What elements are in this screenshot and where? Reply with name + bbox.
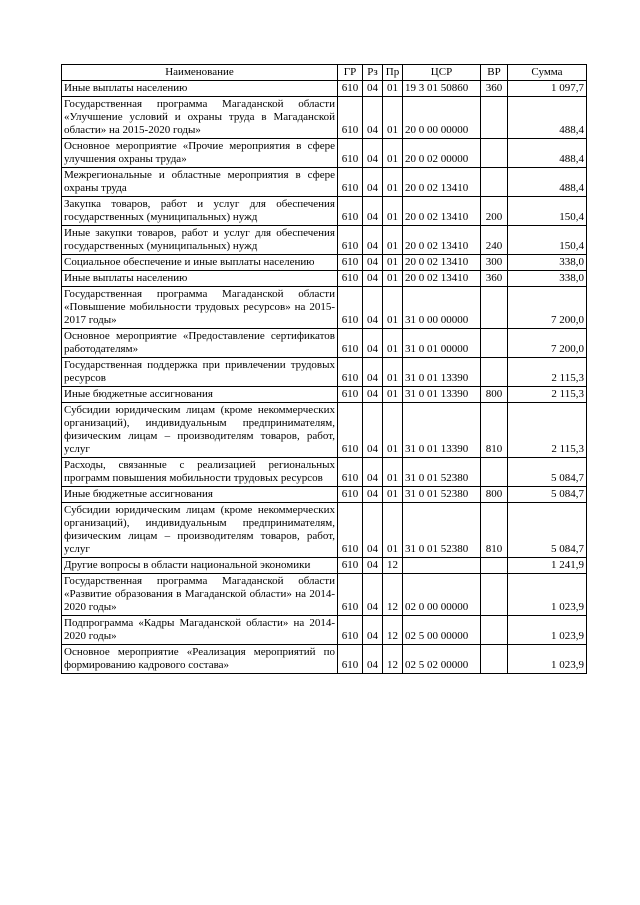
cell-rz: 04 bbox=[363, 574, 383, 616]
cell-vr bbox=[481, 97, 508, 139]
cell-vr bbox=[481, 616, 508, 645]
cell-vr: 240 bbox=[481, 226, 508, 255]
cell-rz: 04 bbox=[363, 503, 383, 558]
budget-table bbox=[61, 64, 587, 674]
table-row bbox=[62, 574, 587, 616]
table-row bbox=[62, 271, 587, 287]
cell-pr: 12 bbox=[383, 616, 403, 645]
table-row bbox=[62, 558, 587, 574]
cell-vr bbox=[481, 139, 508, 168]
cell-vr bbox=[481, 168, 508, 197]
cell-name: Субсидии юридическим лицам (кроме некоммерческих организаций), индивидуальным предпринимателям, физическим лицам – производителям товаров, работ, услуг bbox=[62, 503, 338, 558]
cell-vr: 360 bbox=[481, 271, 508, 287]
cell-vr: 200 bbox=[481, 197, 508, 226]
table-row bbox=[62, 403, 587, 458]
cell-vr bbox=[481, 558, 508, 574]
cell-csr: 20 0 02 13410 bbox=[403, 197, 481, 226]
table-row bbox=[62, 387, 587, 403]
cell-csr: 31 0 01 00000 bbox=[403, 329, 481, 358]
cell-rz: 04 bbox=[363, 197, 383, 226]
cell-pr: 01 bbox=[383, 458, 403, 487]
cell-gr: 610 bbox=[338, 645, 363, 674]
cell-sum: 338,0 bbox=[508, 255, 587, 271]
cell-gr: 610 bbox=[338, 226, 363, 255]
cell-rz: 04 bbox=[363, 458, 383, 487]
cell-name: Подпрограмма «Кадры Магаданской области» на 2014-2020 годы» bbox=[62, 616, 338, 645]
cell-pr: 01 bbox=[383, 287, 403, 329]
cell-rz: 04 bbox=[363, 97, 383, 139]
cell-sum: 2 115,3 bbox=[508, 358, 587, 387]
cell-gr: 610 bbox=[338, 387, 363, 403]
cell-rz: 04 bbox=[363, 403, 383, 458]
cell-csr: 20 0 02 00000 bbox=[403, 139, 481, 168]
table-row bbox=[62, 645, 587, 674]
cell-vr: 810 bbox=[481, 503, 508, 558]
cell-pr: 01 bbox=[383, 358, 403, 387]
table-row bbox=[62, 226, 587, 255]
cell-gr: 610 bbox=[338, 168, 363, 197]
cell-gr: 610 bbox=[338, 403, 363, 458]
header-sum: Сумма bbox=[508, 65, 587, 81]
cell-vr: 800 bbox=[481, 487, 508, 503]
cell-pr: 01 bbox=[383, 139, 403, 168]
cell-gr: 610 bbox=[338, 329, 363, 358]
cell-rz: 04 bbox=[363, 645, 383, 674]
cell-sum: 488,4 bbox=[508, 97, 587, 139]
header-rz: Рз bbox=[363, 65, 383, 81]
cell-csr: 31 0 01 52380 bbox=[403, 458, 481, 487]
cell-sum: 2 115,3 bbox=[508, 403, 587, 458]
cell-sum: 1 023,9 bbox=[508, 645, 587, 674]
cell-gr: 610 bbox=[338, 271, 363, 287]
cell-csr: 02 5 00 00000 bbox=[403, 616, 481, 645]
cell-name: Субсидии юридическим лицам (кроме некоммерческих организаций), индивидуальным предпринимателям, физическим лицам – производителям товаров, работ, услуг bbox=[62, 403, 338, 458]
cell-gr: 610 bbox=[338, 197, 363, 226]
cell-rz: 04 bbox=[363, 329, 383, 358]
cell-gr: 610 bbox=[338, 139, 363, 168]
cell-rz: 04 bbox=[363, 487, 383, 503]
cell-rz: 04 bbox=[363, 81, 383, 97]
cell-csr: 31 0 01 13390 bbox=[403, 358, 481, 387]
cell-pr: 01 bbox=[383, 97, 403, 139]
cell-vr bbox=[481, 645, 508, 674]
cell-rz: 04 bbox=[363, 387, 383, 403]
cell-name: Закупка товаров, работ и услуг для обеспечения государственных (муниципальных) нужд bbox=[62, 197, 338, 226]
cell-name: Государственная поддержка при привлечении трудовых ресурсов bbox=[62, 358, 338, 387]
cell-sum: 1 023,9 bbox=[508, 616, 587, 645]
cell-pr: 01 bbox=[383, 387, 403, 403]
table-row bbox=[62, 81, 587, 97]
table-row bbox=[62, 503, 587, 558]
cell-name: Иные выплаты населению bbox=[62, 81, 338, 97]
table-row bbox=[62, 616, 587, 645]
table-row bbox=[62, 458, 587, 487]
cell-pr: 01 bbox=[383, 226, 403, 255]
cell-csr: 31 0 01 52380 bbox=[403, 487, 481, 503]
cell-csr: 20 0 00 00000 bbox=[403, 97, 481, 139]
cell-sum: 1 241,9 bbox=[508, 558, 587, 574]
cell-sum: 1 097,7 bbox=[508, 81, 587, 97]
cell-vr bbox=[481, 574, 508, 616]
cell-rz: 04 bbox=[363, 255, 383, 271]
cell-name: Иные бюджетные ассигнования bbox=[62, 487, 338, 503]
header-pr: Пр bbox=[383, 65, 403, 81]
table-header-row bbox=[62, 65, 587, 81]
table-row bbox=[62, 329, 587, 358]
cell-sum: 5 084,7 bbox=[508, 503, 587, 558]
table-row bbox=[62, 197, 587, 226]
table-row bbox=[62, 358, 587, 387]
cell-vr bbox=[481, 458, 508, 487]
cell-gr: 610 bbox=[338, 287, 363, 329]
cell-vr bbox=[481, 287, 508, 329]
cell-sum: 7 200,0 bbox=[508, 329, 587, 358]
cell-gr: 610 bbox=[338, 97, 363, 139]
cell-vr bbox=[481, 358, 508, 387]
cell-name: Государственная программа Магаданской области «Улучшение условий и охраны труда в Магаданской области» на 2015-2020 годы» bbox=[62, 97, 338, 139]
table-row bbox=[62, 287, 587, 329]
cell-gr: 610 bbox=[338, 558, 363, 574]
cell-sum: 150,4 bbox=[508, 197, 587, 226]
header-csr: ЦСР bbox=[403, 65, 481, 81]
table-row bbox=[62, 255, 587, 271]
cell-pr: 01 bbox=[383, 197, 403, 226]
cell-pr: 12 bbox=[383, 645, 403, 674]
cell-csr: 20 0 02 13410 bbox=[403, 255, 481, 271]
cell-vr bbox=[481, 329, 508, 358]
header-vr: ВР bbox=[481, 65, 508, 81]
cell-csr: 20 0 02 13410 bbox=[403, 226, 481, 255]
cell-sum: 338,0 bbox=[508, 271, 587, 287]
cell-pr: 01 bbox=[383, 329, 403, 358]
cell-name: Основное мероприятие «Прочие мероприятия в сфере улучшения охраны труда» bbox=[62, 139, 338, 168]
cell-sum: 488,4 bbox=[508, 168, 587, 197]
cell-rz: 04 bbox=[363, 558, 383, 574]
cell-gr: 610 bbox=[338, 81, 363, 97]
cell-sum: 1 023,9 bbox=[508, 574, 587, 616]
cell-vr: 810 bbox=[481, 403, 508, 458]
header-name: Наименование bbox=[62, 65, 338, 81]
table-row bbox=[62, 168, 587, 197]
cell-rz: 04 bbox=[363, 287, 383, 329]
cell-csr: 02 0 00 00000 bbox=[403, 574, 481, 616]
cell-csr: 02 5 02 00000 bbox=[403, 645, 481, 674]
cell-sum: 488,4 bbox=[508, 139, 587, 168]
cell-csr: 31 0 01 13390 bbox=[403, 403, 481, 458]
cell-pr: 01 bbox=[383, 81, 403, 97]
cell-vr: 800 bbox=[481, 387, 508, 403]
cell-rz: 04 bbox=[363, 271, 383, 287]
cell-csr: 31 0 01 13390 bbox=[403, 387, 481, 403]
cell-gr: 610 bbox=[338, 358, 363, 387]
cell-pr: 12 bbox=[383, 574, 403, 616]
table-row bbox=[62, 97, 587, 139]
budget-document bbox=[61, 64, 586, 674]
cell-vr: 360 bbox=[481, 81, 508, 97]
cell-pr: 01 bbox=[383, 487, 403, 503]
cell-csr: 31 0 00 00000 bbox=[403, 287, 481, 329]
cell-csr: 19 3 01 50860 bbox=[403, 81, 481, 97]
cell-rz: 04 bbox=[363, 139, 383, 168]
cell-gr: 610 bbox=[338, 487, 363, 503]
table-row bbox=[62, 487, 587, 503]
cell-pr: 01 bbox=[383, 255, 403, 271]
cell-gr: 610 bbox=[338, 255, 363, 271]
cell-pr: 01 bbox=[383, 271, 403, 287]
cell-name: Межрегиональные и областные мероприятия в сфере охраны труда bbox=[62, 168, 338, 197]
cell-sum: 150,4 bbox=[508, 226, 587, 255]
cell-gr: 610 bbox=[338, 616, 363, 645]
cell-name: Другие вопросы в области национальной экономики bbox=[62, 558, 338, 574]
cell-name: Иные бюджетные ассигнования bbox=[62, 387, 338, 403]
cell-pr: 12 bbox=[383, 558, 403, 574]
cell-pr: 01 bbox=[383, 168, 403, 197]
cell-name: Государственная программа Магаданской области «Развитие образования в Магаданской области» на 2014-2020 годы» bbox=[62, 574, 338, 616]
cell-vr: 300 bbox=[481, 255, 508, 271]
cell-pr: 01 bbox=[383, 503, 403, 558]
cell-gr: 610 bbox=[338, 458, 363, 487]
cell-name: Основное мероприятие «Реализация мероприятий по формированию кадрового состава» bbox=[62, 645, 338, 674]
cell-name: Расходы, связанные с реализацией региональных программ повышения мобильности трудовых ресурсов bbox=[62, 458, 338, 487]
cell-csr: 20 0 02 13410 bbox=[403, 271, 481, 287]
cell-gr: 610 bbox=[338, 574, 363, 616]
cell-rz: 04 bbox=[363, 616, 383, 645]
cell-gr: 610 bbox=[338, 503, 363, 558]
cell-name: Социальное обеспечение и иные выплаты населению bbox=[62, 255, 338, 271]
cell-pr: 01 bbox=[383, 403, 403, 458]
cell-sum: 5 084,7 bbox=[508, 458, 587, 487]
cell-csr: 31 0 01 52380 bbox=[403, 503, 481, 558]
cell-csr: 20 0 02 13410 bbox=[403, 168, 481, 197]
cell-sum: 5 084,7 bbox=[508, 487, 587, 503]
cell-name: Иные закупки товаров, работ и услуг для обеспечения государственных (муниципальных) нужд bbox=[62, 226, 338, 255]
cell-sum: 7 200,0 bbox=[508, 287, 587, 329]
cell-rz: 04 bbox=[363, 226, 383, 255]
cell-name: Иные выплаты населению bbox=[62, 271, 338, 287]
cell-csr bbox=[403, 558, 481, 574]
header-gr: ГР bbox=[338, 65, 363, 81]
cell-sum: 2 115,3 bbox=[508, 387, 587, 403]
cell-name: Основное мероприятие «Предоставление сертификатов работодателям» bbox=[62, 329, 338, 358]
cell-rz: 04 bbox=[363, 358, 383, 387]
cell-name: Государственная программа Магаданской области «Повышение мобильности трудовых ресурсов» на 2015-2017 годы» bbox=[62, 287, 338, 329]
cell-rz: 04 bbox=[363, 168, 383, 197]
table-row bbox=[62, 139, 587, 168]
